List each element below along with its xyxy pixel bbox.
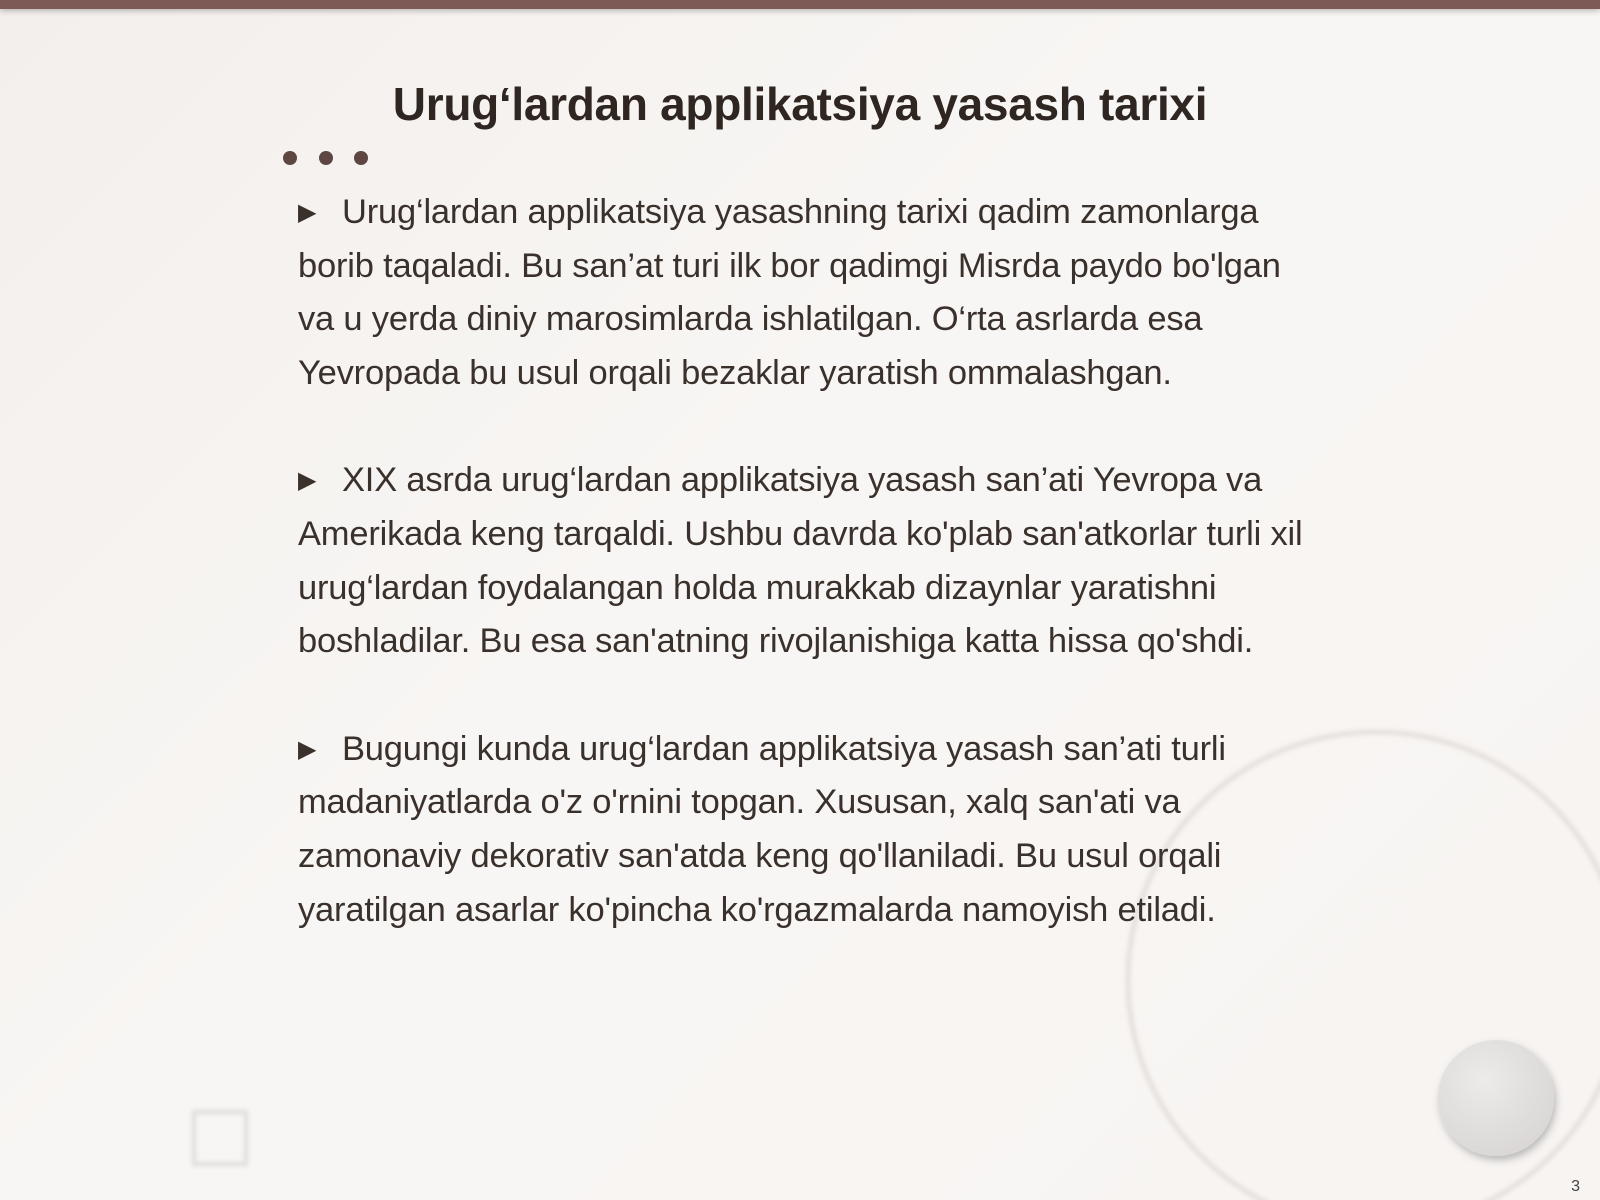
paragraph-text-1: Urug‘lardan applikatsiya yasashning tarixi qadim zamonlarga borib taqaladi. Bu san’at turi ilk bor qadimgi Misrda paydo bo'lgan va u yerda diniy marosimlarda ishlatilgan. O‘rta asrlarda esa Yevropada bu usul orqali bezaklar yaratish ommalashgan. [298,193,1281,392]
slide-title: Urug‘lardan applikatsiya yasash tarixi [392,78,1208,130]
title-dot-3 [354,151,368,165]
paragraph-text-3: Bugungi kunda urug‘lardan applikatsiya yasash san’ati turli madaniyatlarda o'z o'rnini topgan. Xususan, xalq san'ati va zamonaviy dekorativ san'atda keng qo'llaniladi. Bu usul orqali yaratilgan asarlar ko'pincha ko'rgazmalarda namoyish etiladi. [298,729,1226,929]
square-decoration [194,1112,246,1164]
bullet-paragraph-2 [298,454,1308,668]
small-circle-decoration [1438,1040,1554,1156]
bullet-arrow-icon: ▶ [298,199,317,226]
bullet-arrow-icon: ▶ [298,467,317,495]
paragraph-text-2: XIX asrda urug‘lardan applikatsiya yasash san’ati Yevropa va Amerikada keng tarqaldi. Ushbu davrda ko'plab san'atkorlar turli xil urug‘lardan foydalangan holda murakkab dizaynlar yaratishni boshladilar. Bu esa san'atning rivojlanishiga katta hissa qo'shdi. [298,461,1303,661]
bullet-paragraph-3 [298,723,1308,937]
bullet-arrow-icon: ▶ [298,735,317,763]
title-underline-decoration [283,150,1316,165]
page-number: 3 [1571,1178,1580,1195]
title-dot-2 [319,151,333,165]
title-dot-1 [283,151,297,165]
bullet-list [298,186,1308,991]
bullet-paragraph-1 [298,186,1308,400]
